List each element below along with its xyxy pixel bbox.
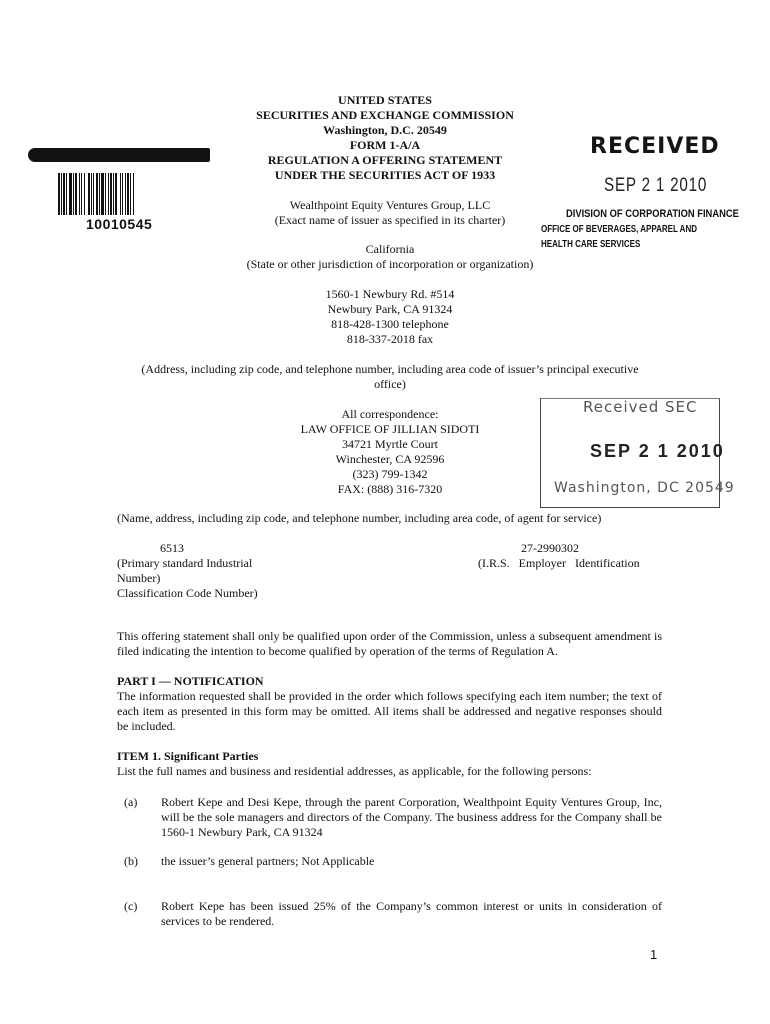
header-city: Washington, D.C. 20549 <box>323 123 447 137</box>
address-caption-line: office) <box>374 377 406 391</box>
list-item <box>124 899 662 929</box>
list-item <box>124 795 662 840</box>
received-stamp-office: OFFICE OF BEVERAGES, APPAREL AND HEALTH CARE SERVICES <box>541 224 698 250</box>
part1-text: The information requested shall be provided in the order which follows specifying each item number; the text of each item as presented in this form may be omitted. All items shall be addressed and negative responses should be included. <box>117 689 662 733</box>
issuer-state-caption: (State or other jurisdiction of incorporation or organization) <box>246 257 534 271</box>
issuer-address-line: 818-428-1300 telephone <box>331 317 449 331</box>
part1-section <box>117 674 662 734</box>
agent-line: All correspondence: <box>341 407 439 421</box>
sic-caption-line: (Primary standard Industrial <box>117 556 253 570</box>
issuer-address-line: 1560-1 Newbury Rd. #514 <box>325 287 455 301</box>
issuer-block <box>230 198 550 228</box>
sic-caption-line: Classification Code Number) <box>117 586 258 600</box>
item1-heading: ITEM 1. Significant Parties <box>117 749 259 763</box>
list-item-letter: (b) <box>124 854 138 868</box>
header-act: UNDER THE SECURITIES ACT OF 1933 <box>274 168 496 182</box>
agent-caption: (Name, address, including zip code, and telephone number, including area code, of agent for service) <box>117 511 602 525</box>
issuer-state-block <box>200 242 580 272</box>
issuer-state: California <box>365 242 415 256</box>
sic-caption-line: Number) <box>117 571 161 585</box>
list-item-letter: (c) <box>124 899 138 913</box>
header-country: UNITED STATES <box>338 93 432 107</box>
agent-line: FAX: (888) 316-7320 <box>337 482 443 496</box>
agent-block <box>260 407 520 497</box>
list-item <box>124 854 662 869</box>
address-caption-line: (Address, including zip code, and telephone number, including area code of issuer’s principal executive <box>141 362 639 376</box>
qualification-paragraph: This offering statement shall only be qualified upon order of the Commission, unless a subsequent amendment is filed indicating the intention to become qualified by operation of the terms of Regulation A. <box>117 629 662 658</box>
item1-section <box>117 749 662 779</box>
page-number: 1 <box>650 947 658 962</box>
sec-stamp-date: SEP 2 1 2010 <box>590 441 725 461</box>
issuer-address-caption <box>110 362 670 392</box>
header-commission: SECURITIES AND EXCHANGE COMMISSION <box>256 108 514 122</box>
barcode-number: 10010545 <box>86 216 153 232</box>
received-stamp-date: SEP 2 1 2010 <box>604 175 708 196</box>
item1-intro: List the full names and business and residential addresses, as applicable, for the following persons: <box>117 764 592 778</box>
received-stamp-title: RECEIVED <box>590 134 720 159</box>
form-header <box>200 93 570 183</box>
sic-block <box>117 541 317 601</box>
header-form: FORM 1-A/A <box>349 138 421 152</box>
irs-number: 27-2990302 <box>521 541 579 555</box>
issuer-name-caption: (Exact name of issuer as specified in its charter) <box>274 213 506 227</box>
issuer-address-line: 818-337-2018 fax <box>346 332 434 346</box>
redaction-bar <box>28 148 210 162</box>
irs-block <box>478 541 668 571</box>
issuer-address <box>260 287 520 347</box>
sic-number: 6513 <box>160 541 184 555</box>
list-item-text: the issuer’s general partners; Not Applicable <box>161 854 375 868</box>
agent-line: Winchester, CA 92596 <box>335 452 445 466</box>
issuer-address-line: Newbury Park, CA 91324 <box>327 302 453 316</box>
part1-heading: PART I — NOTIFICATION <box>117 674 264 688</box>
header-statement: REGULATION A OFFERING STATEMENT <box>267 153 503 167</box>
issuer-name: Wealthpoint Equity Ventures Group, LLC <box>289 198 491 212</box>
list-item-text: Robert Kepe and Desi Kepe, through the parent Corporation, Wealthpoint Equity Ventures Group, Inc, will be the sole managers and directors of the Company. The business address for the Company shall be 1560-1 Newbury Park, CA 91324 <box>161 795 662 839</box>
agent-line: (323) 799-1342 <box>352 467 428 481</box>
list-item-letter: (a) <box>124 795 138 809</box>
agent-line: LAW OFFICE OF JILLIAN SIDOTI <box>300 422 480 436</box>
irs-caption: (I.R.S. Employer Identification <box>478 556 640 570</box>
sec-stamp-location: Washington, DC 20549 <box>554 480 735 496</box>
sec-stamp-title: Received SEC <box>583 398 698 416</box>
agent-line: 34721 Myrtle Court <box>342 437 438 451</box>
received-stamp-division: DIVISION OF CORPORATION FINANCE <box>566 208 739 220</box>
barcode-icon <box>58 173 194 215</box>
list-item-text: Robert Kepe has been issued 25% of the Company’s common interest or units in consideration of services to be rendered. <box>161 899 662 928</box>
